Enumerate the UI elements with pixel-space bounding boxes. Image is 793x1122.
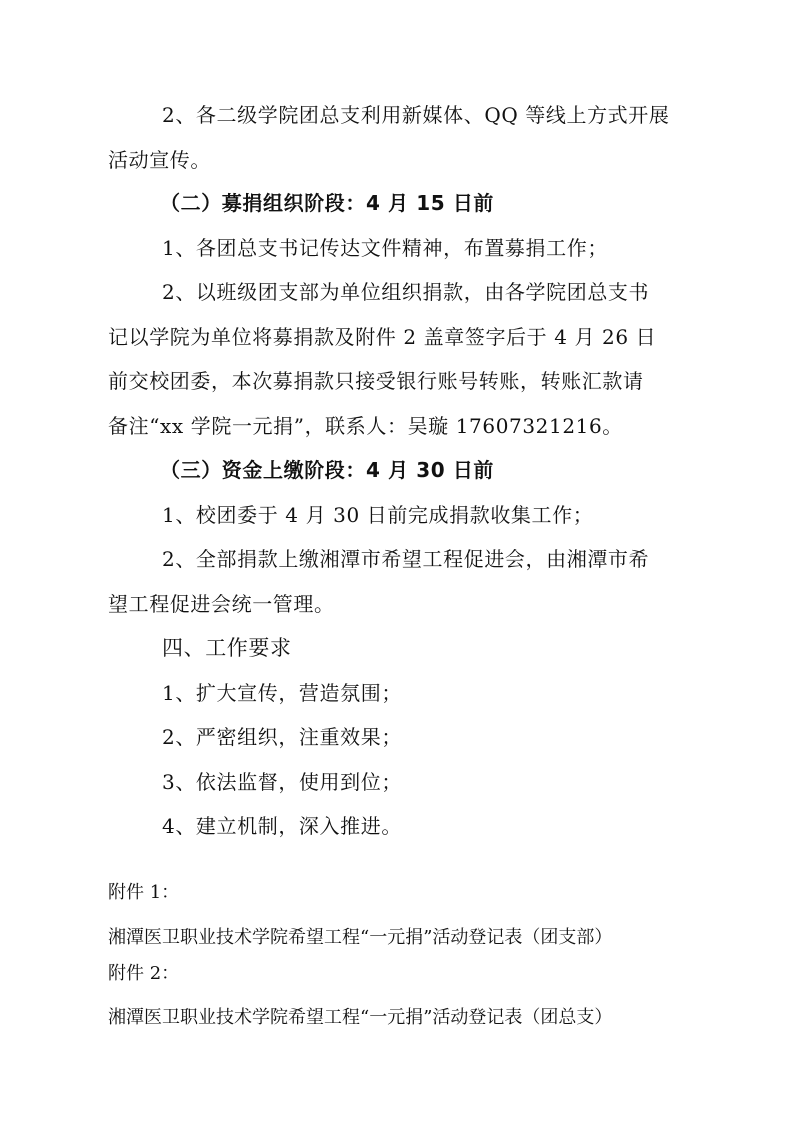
paragraph-line: 记以学院为单位将募捐款及附件 2 盖章签字后于 4 月 26 日 xyxy=(108,325,657,349)
attachment-title: 湘潭医卫职业技术学院希望工程“一元捐”活动登记表（团总支） xyxy=(108,1007,613,1028)
list-item: 3、依法监督，使用到位； xyxy=(162,770,402,794)
list-item: 1、扩大宣传，营造氛围； xyxy=(162,681,402,705)
section-heading: （三）资金上缴阶段：4 月 30 日前 xyxy=(160,458,495,482)
attachment-title: 湘潭医卫职业技术学院希望工程“一元捐”活动登记表（团支部） xyxy=(108,927,613,948)
paragraph-line: 备注“xx 学院一元捐”，联系人：吴璇 17607321216。 xyxy=(108,414,623,438)
section-heading: 四、工作要求 xyxy=(162,636,292,660)
list-item: 1、各团总支书记传达文件精神，布置募捐工作； xyxy=(162,236,608,260)
paragraph-line: 前交校团委，本次募捐款只接受银行账号转账，转账汇款请 xyxy=(108,369,644,393)
paragraph-line: 活动宣传。 xyxy=(108,148,211,172)
paragraph-line: 2、各二级学院团总支利用新媒体、QQ 等线上方式开展 xyxy=(162,103,670,127)
list-item: 2、全部捐款上缴湘潭市希望工程促进会，由湘潭市希 xyxy=(162,547,650,571)
attachment-label: 附件 1： xyxy=(108,882,180,903)
attachment-label: 附件 2： xyxy=(108,963,180,984)
list-item: 4、建立机制，深入推进。 xyxy=(162,814,402,838)
section-heading: （二）募捐组织阶段：4 月 15 日前 xyxy=(160,191,495,215)
list-item: 2、严密组织，注重效果； xyxy=(162,725,402,749)
list-item: 2、以班级团支部为单位组织捐款，由各学院团总支书 xyxy=(162,280,650,304)
list-item: 1、校团委于 4 月 30 日前完成捐款收集工作； xyxy=(162,503,594,527)
paragraph-line: 望工程促进会统一管理。 xyxy=(108,592,335,616)
